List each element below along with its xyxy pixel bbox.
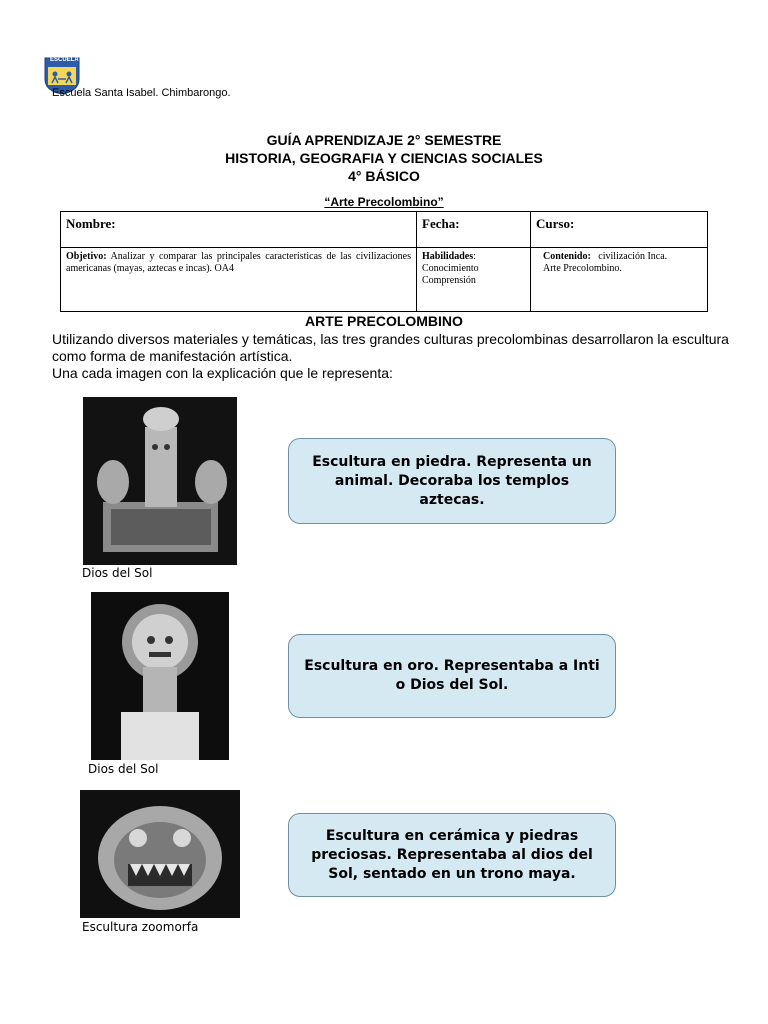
section-heading: ARTE PRECOLOMBINO xyxy=(305,313,463,329)
description-box[interactable]: Escultura en piedra. Representa un animal. Decoraba los templos aztecas. xyxy=(288,438,616,524)
intro-paragraph xyxy=(52,331,732,382)
image-caption: Dios del Sol xyxy=(82,566,153,580)
course-cell[interactable] xyxy=(531,212,708,248)
subject-title: HISTORIA, GEOGRAFIA Y CIENCIAS SOCIALES xyxy=(225,150,543,166)
skills-label: Habilidades xyxy=(422,251,474,262)
content-text: Arte Precolombino. xyxy=(543,263,622,274)
content-cell xyxy=(531,248,708,312)
school-name: Escuela Santa Isabel. Chimbarongo. xyxy=(52,87,231,99)
name-label: Nombre: xyxy=(66,216,116,231)
logo-text: ESCUELA xyxy=(50,57,79,63)
guide-title: GUÍA APRENDIZAJE 2° SEMESTRE xyxy=(266,132,502,148)
objective-text: Analizar y comparar las principales características de las civilizaciones americanas (mayas, aztecas e incas). OA4 xyxy=(66,251,412,274)
sculpture-photo[interactable] xyxy=(91,592,229,760)
topic-subtitle: “Arte Precolombino” xyxy=(324,195,444,209)
date-cell[interactable] xyxy=(417,212,531,248)
date-label: Fecha: xyxy=(422,216,460,231)
intro-text: Utilizando diversos materiales y temáticas, las tres grandes culturas precolombinas desarrollaron la escultura como forma de manifestación artística. xyxy=(52,331,729,364)
grade-title: 4° BÁSICO xyxy=(348,168,420,184)
content-label: Contenido: xyxy=(543,251,591,262)
skill-item: Comprensión xyxy=(422,275,476,286)
sculpture-photo[interactable] xyxy=(83,397,237,565)
content-text: civilización Inca. xyxy=(598,251,668,262)
description-box[interactable]: Escultura en cerámica y piedras preciosas. Representaba al dios del Sol, sentado en un trono maya. xyxy=(288,813,616,897)
image-caption: Dios del Sol xyxy=(88,762,159,776)
image-caption: Escultura zoomorfa xyxy=(82,920,199,934)
info-table xyxy=(60,211,708,312)
skills-cell: Habilidades: Conocimiento Comprensión xyxy=(417,248,531,312)
description-box[interactable]: Escultura en oro. Representaba a Inti o Dios del Sol. xyxy=(288,634,616,718)
name-cell[interactable] xyxy=(61,212,417,248)
skill-item: Conocimiento xyxy=(422,263,479,274)
objective-label: Objetivo: xyxy=(66,251,107,262)
objective-cell xyxy=(61,248,417,312)
course-label: Curso: xyxy=(536,216,575,231)
instruction-text: Una cada imagen con la explicación que le representa: xyxy=(52,365,393,381)
sculpture-photo[interactable] xyxy=(80,790,240,918)
